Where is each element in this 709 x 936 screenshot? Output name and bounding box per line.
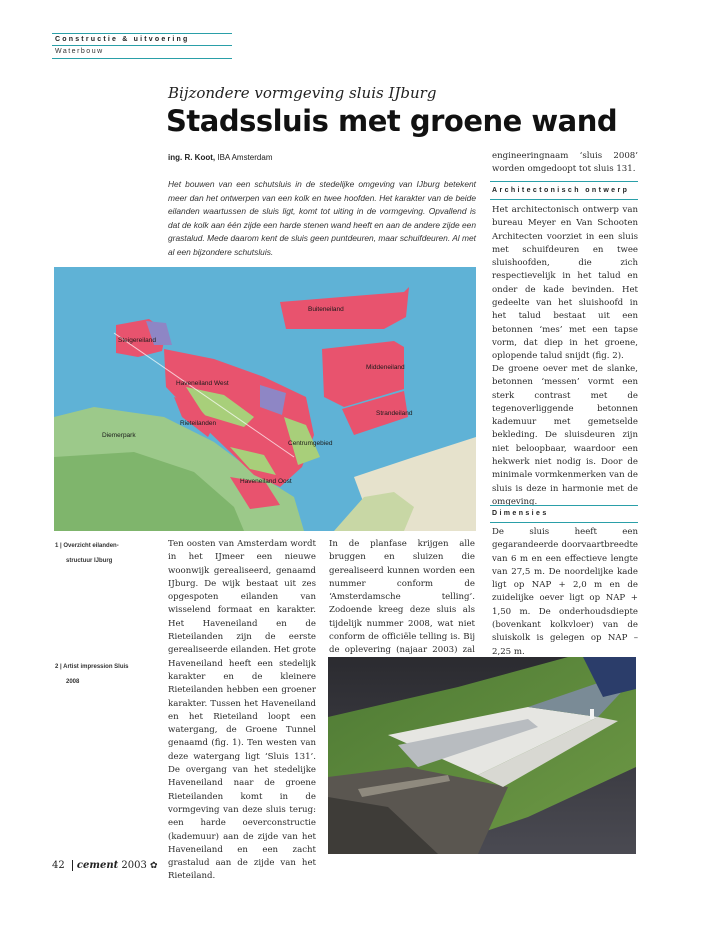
map-label-middeneiland: Middeneiland	[366, 364, 405, 371]
author-org: IBA Amsterdam	[217, 153, 273, 162]
header-rule-middle	[52, 45, 232, 46]
author-line	[168, 153, 272, 162]
article-title: Stadssluis met groene wand	[166, 104, 618, 138]
heading2-rule	[490, 505, 638, 506]
subsection-label: Waterbouw	[55, 48, 104, 55]
caption-fig1-line1: Overzicht eilanden-	[63, 543, 119, 549]
section-label: Constructie & uitvoering	[55, 36, 190, 43]
caption-fig1-line2: structuur IJburg	[66, 558, 113, 564]
right-col-para3: De sluis heeft een gegarandeerde doorvaartbreedte van 6 m en een effectieve lengte van 27,5 m. De noordelijke kade ligt op NAP + 2,0 m en de zuidelijke oever ligt op NAP + 1,50 m. De onderhoudsdiepte (bovenkant kolkvloer) van de sluiskolk is gelegen op NAP – 2,25 m.	[492, 527, 638, 657]
heading1-rule-bottom	[490, 199, 638, 200]
heading-dimensies: Dimensies	[492, 510, 549, 517]
magazine-name: cement	[76, 860, 119, 871]
artist-impression-figure	[328, 657, 636, 854]
caption-fig1-number: 1 |	[55, 543, 62, 549]
article-subtitle: Bijzondere vormgeving sluis IJburg	[168, 84, 437, 102]
page-number: 42	[52, 860, 65, 871]
caption-fig2	[55, 660, 129, 690]
caption-fig2-number: 2 |	[55, 664, 62, 670]
map-figure	[54, 267, 476, 531]
footer-divider	[72, 860, 73, 871]
map-label-haveneiland-west: Haveneiland West	[176, 380, 229, 387]
map-label-centrumgebied: Centrumgebied	[288, 440, 333, 447]
flower-icon: ✿	[150, 861, 158, 871]
footer	[52, 860, 158, 871]
caption-fig2-line2: 2008	[66, 679, 80, 685]
body-col2: In de planfase krijgen alle bruggen en sluizen die gerealiseerd kunnen worden een nummer conform de ‘Amsterdamsche telling’. Zodoende kreeg deze sluis als tijdelijk nummer 2008, wat niet conform de officiële telling is. Bij de oplevering (najaar 2003) zal	[329, 539, 475, 656]
map-label-rieteilanden: Rieteilanden	[180, 420, 217, 427]
map-label-diemerpark: Diemerpark	[102, 432, 136, 439]
magazine-year: 2003	[121, 860, 147, 871]
right-col-intro: engineeringnaam ‘sluis 2008’ worden omgedoopt tot sluis 131.	[492, 151, 638, 175]
author-name: ing. R. Koot,	[168, 153, 216, 162]
article-lead: Het bouwen van een schutsluis in de stedelijke omgeving van IJburg betekent meer dan het ontwerpen van een kolk en twee hoofden. Het karakter van de beide eilanden waartussen de sluis ligt, komt tot uiting in de vormgeving. Opvallend is dat de kolk aan één zijde een harde stenen wand heeft en aan de andere zijde een grastalud. Mede daarom kent de sluis geen puntdeuren, maar schuifdeuren. Al met al een bijzondere schutsluis.	[168, 179, 476, 257]
heading1-rule	[490, 181, 638, 182]
right-col-para2: De groene oever met de slanke, betonnen ‘messen’ vormt een sterk contrast met de tegenoverliggende betonnen kademuur met gemetselde bekleding. De sluisdeuren zijn niet beloopbaar, waardoor een hekwerk niet nodig is. Door de minimale vormkenmerken van de sluis is deze in harmonie met de omgeving.	[492, 364, 638, 507]
header-rule-top	[52, 33, 232, 34]
caption-fig1	[55, 539, 119, 569]
render-boat	[590, 709, 594, 719]
map-label-strandeiland: Strandeiland	[376, 410, 413, 417]
heading2-rule-bottom	[490, 522, 638, 523]
heading-architectonisch: Architectonisch ontwerp	[492, 187, 630, 194]
map-label-buiteneiland: Buiteneiland	[308, 306, 344, 313]
right-col-para1: Het architectonisch ontwerp van bureau Meyer en Van Schooten Architecten voorziet in een sluis met schuifdeuren en twee sluishoofden, die zich respectievelijk in het talud en onder de kade bevinden. Het gedeelte van het sluishoofd in het talud bestaat uit een betonnen ‘mes’ met een tapse vorm, dat diep in het groene, oplopende talud snijdt (fig. 2).	[492, 205, 638, 362]
header-rule-bottom	[52, 58, 232, 59]
body-col1: Ten oosten van Amsterdam wordt in het IJmeer een nieuwe woonwijk gerealiseerd, genaamd IJburg. De wijk bestaat uit zes opgespoten eilanden van wisselend formaat en karakter. Het Haveneiland en de Rieteilanden zijn de eerste gerealiseerde eilanden. Het grote Haveneiland heeft een stedelijk karakter en de kleinere Rieteilanden hebben een groener karakter. Tussen het Haveneiland en het Rieteiland loopt een watergang, de Groene Tunnel genaamd (fig. 1). Ten westen van deze watergang ligt ‘Sluis 131’. De overgang van het stedelijke Haveneiland naar de groene Rieteilanden komt in de vormgeving van deze sluis terug: een harde oeverconstructie (kademuur) aan de zijde van het Haveneiland en een zacht grastalud aan de zijde van het Rieteiland.	[168, 539, 316, 882]
map-label-steigereiland: Steigereiland	[118, 337, 156, 344]
map-label-haveneiland-oost: Haveneiland Oost	[240, 478, 292, 485]
caption-fig2-line1: Artist impression Sluis	[63, 664, 129, 670]
